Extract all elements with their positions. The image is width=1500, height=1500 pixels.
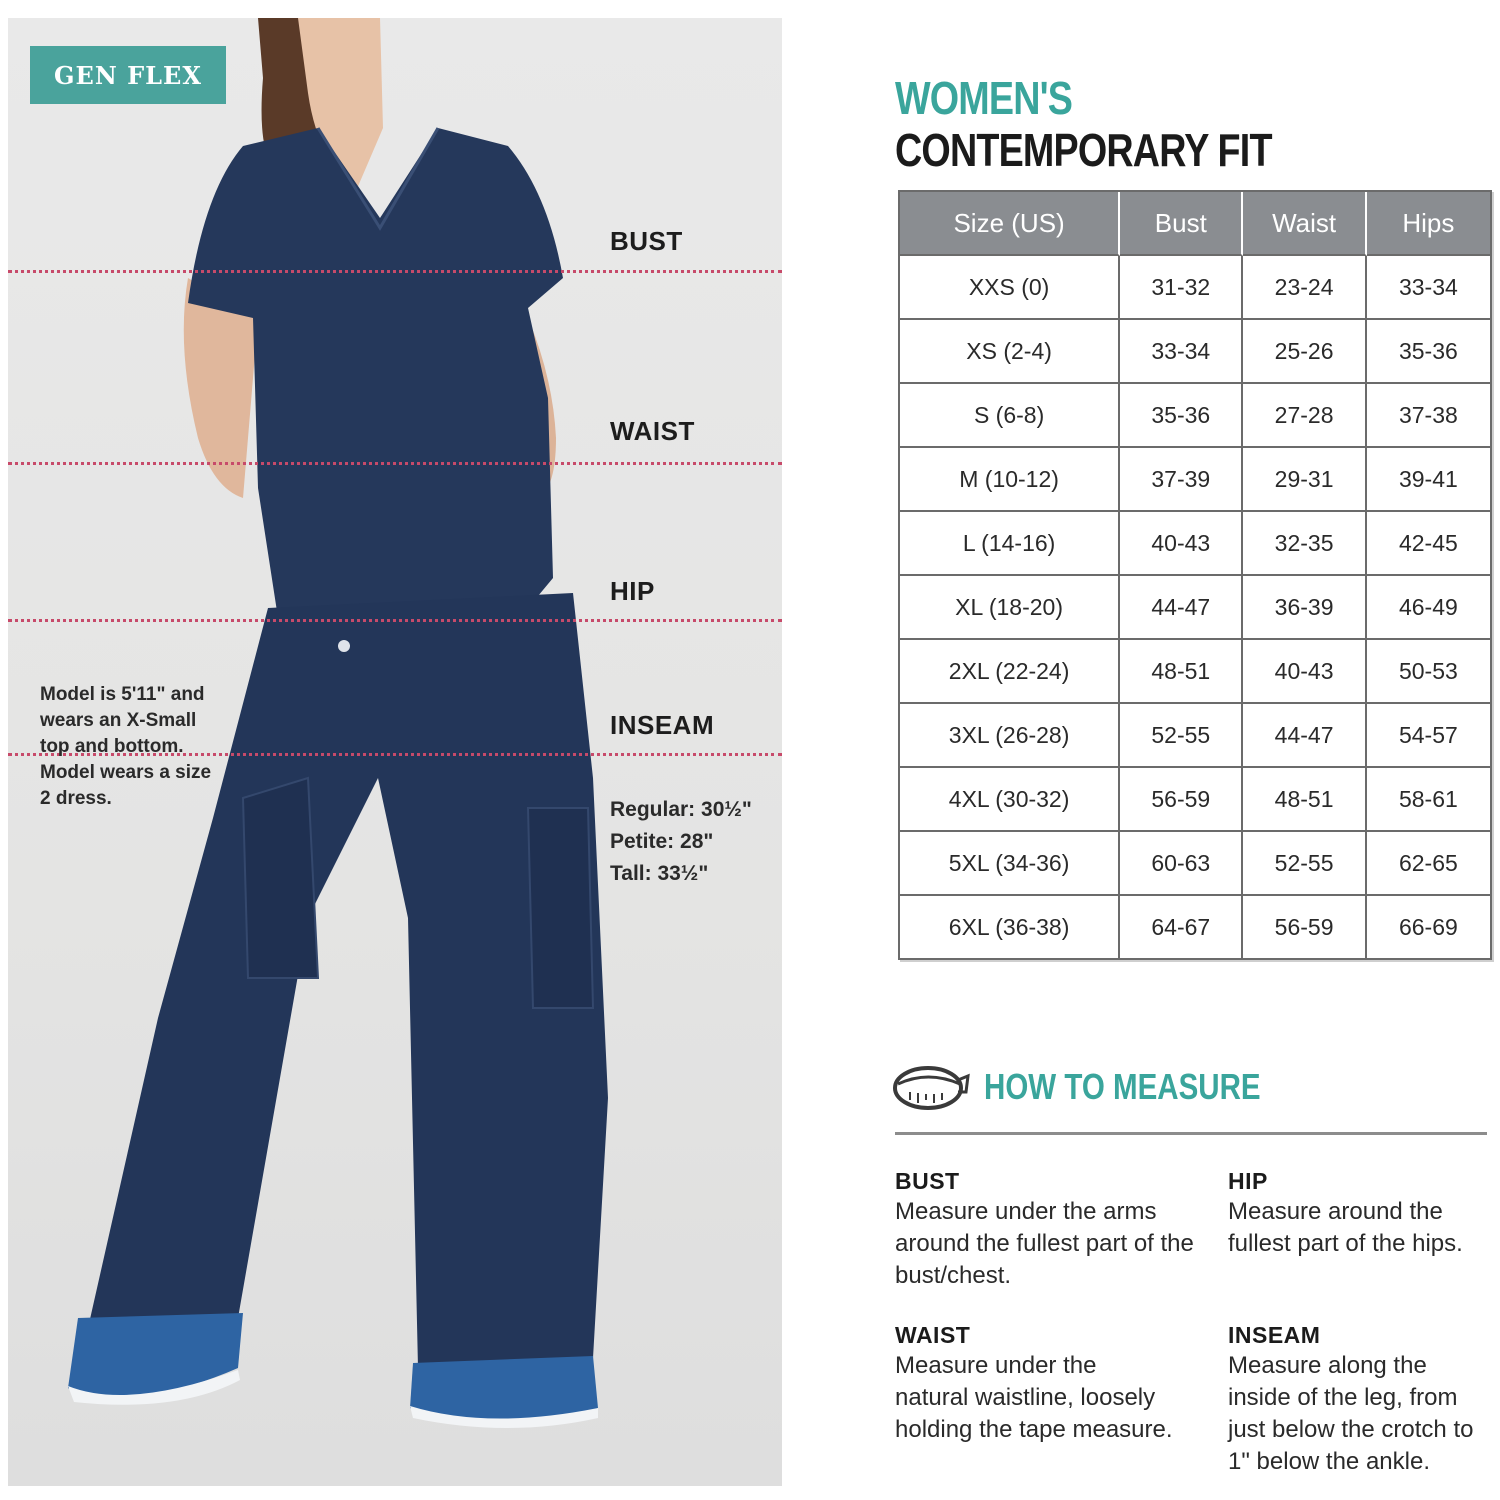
measure-waist: [895, 1320, 1175, 1446]
measure-hip: [1228, 1166, 1468, 1260]
title-line-fit: CONTEMPORARY FIT: [895, 124, 1272, 176]
inseam-petite: Petite: 28": [610, 830, 714, 853]
inseam-lengths: [610, 794, 752, 890]
cell-hips: 42-45: [1367, 512, 1490, 576]
measuring-tape-icon: [892, 1062, 970, 1112]
cell-size: 3XL (26-28): [900, 704, 1120, 768]
table-row: [900, 576, 1490, 640]
cell-waist: 25-26: [1243, 320, 1366, 384]
table-row: [900, 832, 1490, 896]
cell-size: 2XL (22-24): [900, 640, 1120, 704]
title-line-womens: WOMEN'S: [895, 72, 1073, 124]
table-row: [900, 640, 1490, 704]
cell-bust: 64-67: [1120, 896, 1243, 958]
size-chart-body: [900, 256, 1490, 958]
cell-bust: 37-39: [1120, 448, 1243, 512]
header-bust: Bust: [1120, 192, 1243, 256]
measure-hip-text: Measure around the fullest part of the hips.: [1228, 1198, 1463, 1257]
cell-size: M (10-12): [900, 448, 1120, 512]
cell-bust: 56-59: [1120, 768, 1243, 832]
table-row: [900, 384, 1490, 448]
bust-label: BUST: [610, 226, 683, 256]
cell-waist: 56-59: [1243, 896, 1366, 958]
cell-bust: 52-55: [1120, 704, 1243, 768]
measure-inseam: [1228, 1320, 1496, 1478]
cell-size: 4XL (30-32): [900, 768, 1120, 832]
size-chart-table: [898, 190, 1492, 960]
measure-hip-title: HIP: [1228, 1168, 1268, 1194]
divider: [895, 1132, 1487, 1135]
how-to-measure-title: HOW TO MEASURE: [984, 1066, 1261, 1107]
table-header-row: [900, 192, 1490, 256]
cell-waist: 44-47: [1243, 704, 1366, 768]
cell-bust: 40-43: [1120, 512, 1243, 576]
cell-bust: 31-32: [1120, 256, 1243, 320]
cell-hips: 33-34: [1367, 256, 1490, 320]
table-row: [900, 256, 1490, 320]
measure-inseam-title: INSEAM: [1228, 1322, 1321, 1348]
header-hips: Hips: [1367, 192, 1490, 256]
cell-hips: 66-69: [1367, 896, 1490, 958]
cell-hips: 46-49: [1367, 576, 1490, 640]
cell-size: S (6-8): [900, 384, 1120, 448]
cell-size: XS (2-4): [900, 320, 1120, 384]
measure-waist-title: WAIST: [895, 1322, 971, 1348]
cell-bust: 44-47: [1120, 576, 1243, 640]
cell-waist: 27-28: [1243, 384, 1366, 448]
table-row: [900, 320, 1490, 384]
page-title: [895, 72, 1354, 176]
cell-hips: 58-61: [1367, 768, 1490, 832]
hip-label: HIP: [610, 576, 655, 606]
cell-hips: 62-65: [1367, 832, 1490, 896]
cell-waist: 48-51: [1243, 768, 1366, 832]
cell-hips: 39-41: [1367, 448, 1490, 512]
cell-hips: 35-36: [1367, 320, 1490, 384]
measure-bust-text: Measure under the arms around the fullest part of the bust/chest.: [895, 1198, 1194, 1289]
cell-waist: 36-39: [1243, 576, 1366, 640]
cell-size: L (14-16): [900, 512, 1120, 576]
brand-badge: GEN FLEX: [30, 46, 226, 104]
cell-bust: 35-36: [1120, 384, 1243, 448]
inseam-label: INSEAM: [610, 710, 715, 740]
cell-waist: 23-24: [1243, 256, 1366, 320]
table-row: [900, 512, 1490, 576]
cell-size: 5XL (34-36): [900, 832, 1120, 896]
measure-bust-title: BUST: [895, 1168, 960, 1194]
inseam-regular: Regular: 30½": [610, 798, 752, 821]
cell-waist: 52-55: [1243, 832, 1366, 896]
cell-bust: 33-34: [1120, 320, 1243, 384]
measure-inseam-text: Measure along the inside of the leg, from just below the crotch to 1" below the ankle.: [1228, 1352, 1474, 1475]
cell-hips: 50-53: [1367, 640, 1490, 704]
table-row: [900, 704, 1490, 768]
measure-bust: [895, 1166, 1205, 1292]
cell-bust: 60-63: [1120, 832, 1243, 896]
model-note: Model is 5'11" and wears an X-Small top and bottom. Model wears a size 2 dress.: [40, 684, 212, 809]
header-size: Size (US): [900, 192, 1120, 256]
cell-waist: 32-35: [1243, 512, 1366, 576]
bust-guide-line: [8, 270, 782, 273]
cell-hips: 37-38: [1367, 384, 1490, 448]
waist-label: WAIST: [610, 416, 695, 446]
measure-waist-text: Measure under the natural waistline, loosely holding the tape measure.: [895, 1352, 1173, 1443]
model-photo-panel: [8, 18, 782, 1486]
table-row: [900, 768, 1490, 832]
table-row: [900, 896, 1490, 958]
hip-guide-line: [8, 619, 782, 622]
header-waist: Waist: [1243, 192, 1366, 256]
waist-guide-line: [8, 462, 782, 465]
how-to-measure-header: [892, 1062, 1321, 1112]
cell-size: 6XL (36-38): [900, 896, 1120, 958]
table-row: [900, 448, 1490, 512]
inseam-tall: Tall: 33½": [610, 862, 709, 885]
cell-hips: 54-57: [1367, 704, 1490, 768]
cell-bust: 48-51: [1120, 640, 1243, 704]
cell-size: XXS (0): [900, 256, 1120, 320]
cell-waist: 29-31: [1243, 448, 1366, 512]
cell-waist: 40-43: [1243, 640, 1366, 704]
cell-size: XL (18-20): [900, 576, 1120, 640]
